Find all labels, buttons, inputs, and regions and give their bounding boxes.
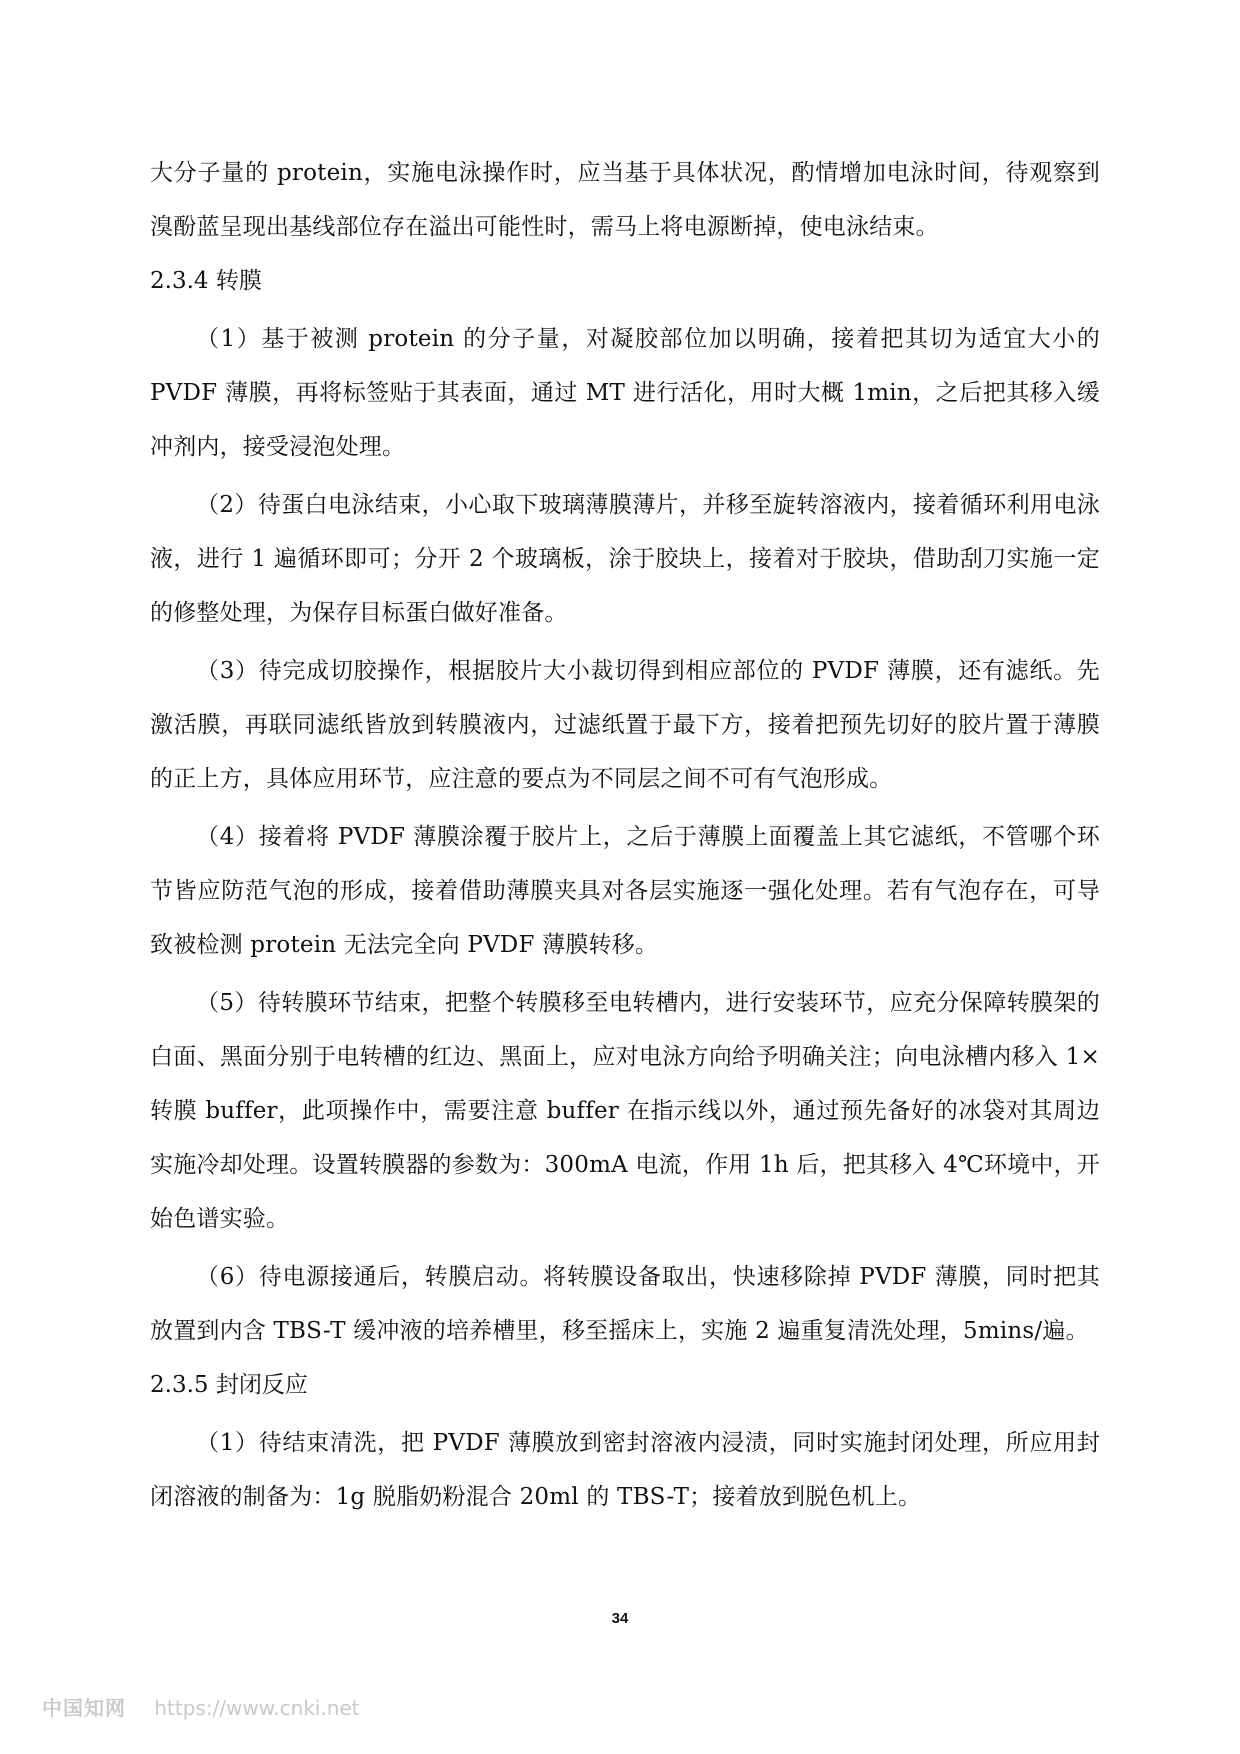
section-heading-2-3-4: 2.3.4 转膜 (150, 268, 262, 294)
section-heading-2-3-5: 2.3.5 封闭反应 (150, 1372, 308, 1398)
paragraph-step-1: （1）基于被测 protein 的分子量，对凝胶部位加以明确，接着把其切为适宜大小的 PVDF 薄膜，再将标签贴于其表面，通过 MT 进行活化，用时大概 1min，之后把其移入缓冲剂内，接受浸泡处理。 (150, 326, 1100, 460)
paragraph-step-5: （5）待转膜环节结束，把整个转膜移至电转槽内，进行安装环节，应充分保障转膜架的白面、黑面分别于电转槽的红边、黑面上，应对电泳方向给予明确关注；向电泳槽内移入 1×转膜 buffer，此项操作中，需要注意 buffer 在指示线以外，通过预先备好的冰袋对其周边实施冷却处理。设置转膜器的参数为：300mA 电流，作用 1h 后，把其移入 4℃环境中，开始色谱实验。 (150, 990, 1100, 1232)
watermark-url: https://www.cnki.net (154, 1696, 360, 1720)
page-number: 34 (611, 1610, 629, 1627)
paragraph-step-3: （3）待完成切胶操作，根据胶片大小裁切得到相应部位的 PVDF 薄膜，还有滤纸。先激活膜，再联同滤纸皆放到转膜液内，过滤纸置于最下方，接着把预先切好的胶片置于薄膜的正上方，具体应用环节，应注意的要点为不同层之间不可有气泡形成。 (150, 658, 1100, 792)
paragraph-step-4: （4）接着将 PVDF 薄膜涂覆于胶片上，之后于薄膜上面覆盖上其它滤纸，不管哪个环节皆应防范气泡的形成，接着借助薄膜夹具对各层实施逐一强化处理。若有气泡存在，可导致被检测 protein 无法完全向 PVDF 薄膜转移。 (150, 824, 1100, 958)
paragraph-step-2: （2）待蛋白电泳结束，小心取下玻璃薄膜薄片，并移至旋转溶液内，接着循环利用电泳液，进行 1 遍循环即可；分开 2 个玻璃板，涂于胶块上，接着对于胶块，借助刮刀实施一定的修整处理，为保存目标蛋白做好准备。 (150, 492, 1100, 626)
paragraph-step-6: （6）待电源接通后，转膜启动。将转膜设备取出，快速移除掉 PVDF 薄膜，同时把其放置到内含 TBS-T 缓冲液的培养槽里，移至摇床上，实施 2 遍重复清洗处理，5mins/遍。 (150, 1264, 1100, 1344)
cnki-watermark (42, 1692, 360, 1721)
paragraph-continuation: 大分子量的 protein，实施电泳操作时，应当基于具体状况，酌情增加电泳时间，待观察到溴酚蓝呈现出基线部位存在溢出可能性时，需马上将电源断掉，使电泳结束。 (150, 160, 1100, 240)
paragraph-blocking-step-1: （1）待结束清洗，把 PVDF 薄膜放到密封溶液内浸渍，同时实施封闭处理，所应用封闭溶液的制备为：1g 脱脂奶粉混合 20ml 的 TBS-T；接着放到脱色机上。 (150, 1430, 1100, 1510)
document-body (150, 146, 1100, 1524)
watermark-logo: 中国知网 (42, 1696, 126, 1720)
